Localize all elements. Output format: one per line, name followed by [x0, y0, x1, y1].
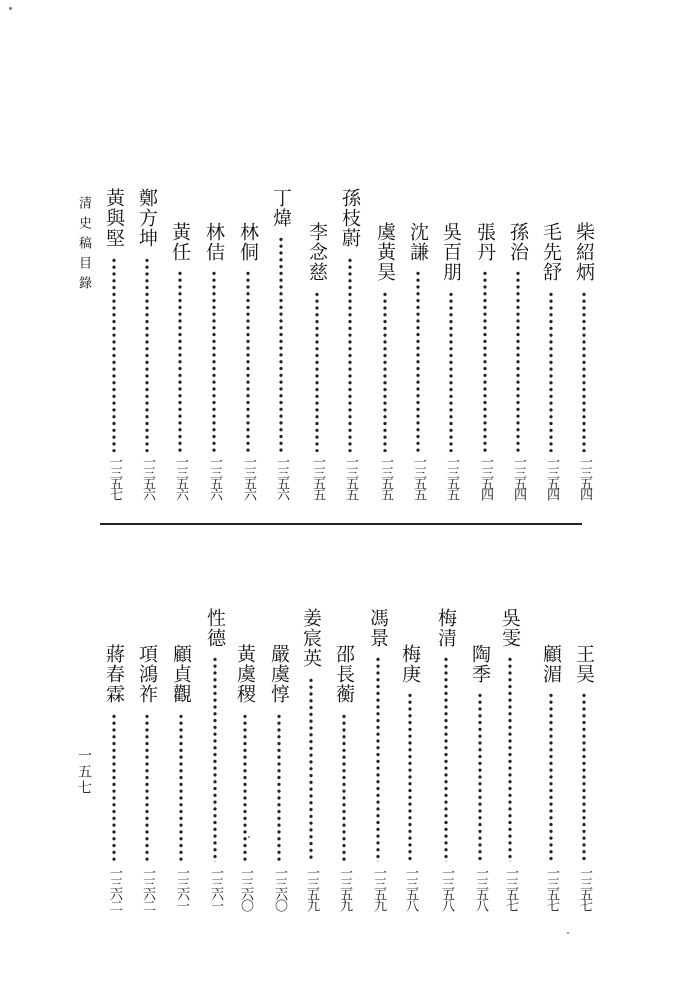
- entry-name: 性德: [204, 608, 226, 648]
- leader-dots: [111, 713, 117, 862]
- entry-page: 一三五八: [439, 866, 454, 910]
- entry-name: 柴紹炳: [573, 222, 595, 282]
- leader-dots: [548, 291, 554, 452]
- entry-page: 一三五六: [241, 455, 256, 499]
- entry-page: 一三五五: [310, 455, 325, 499]
- entry-name: 孫治: [507, 222, 529, 262]
- entry-name: 嚴虞惇: [268, 644, 290, 704]
- leader-dots: [507, 656, 513, 862]
- entry-name: 梅清: [435, 608, 457, 648]
- entry-name: 蔣春霖: [103, 644, 125, 704]
- entry-page: 一三五六: [140, 455, 155, 499]
- scan-speck: [9, 7, 12, 10]
- leader-dots: [242, 713, 248, 862]
- entry-name: 黃任: [169, 222, 191, 262]
- scan-speck: [567, 932, 569, 934]
- entry-name: 馮景: [367, 608, 389, 648]
- entry-name: 王昊: [573, 644, 595, 684]
- entry-page: 一三五五: [343, 455, 358, 499]
- leader-dots: [448, 291, 454, 452]
- leader-dots: [548, 692, 554, 862]
- leader-dots: [177, 270, 183, 452]
- entry-name: 梅庚: [399, 644, 421, 684]
- entry-name: 林侗: [237, 222, 259, 262]
- entry-name: 邵長蘅: [333, 644, 355, 704]
- leader-dots: [515, 270, 521, 452]
- leader-dots: [144, 257, 150, 452]
- entry-name: 姜宸英: [300, 608, 322, 668]
- leader-dots: [581, 291, 587, 452]
- leader-dots: [278, 236, 284, 452]
- leader-dots: [178, 713, 184, 862]
- entry-page: 一三五五: [444, 455, 459, 499]
- leader-dots: [111, 257, 117, 452]
- entry-page: 一三五四: [478, 455, 493, 499]
- entry-page: 一三五六: [207, 455, 222, 499]
- entry-name: 孫枝蔚: [339, 188, 361, 248]
- entry-name: 虞黃昊: [374, 222, 396, 282]
- entry-page: 一三五四: [511, 455, 526, 499]
- entry-page: 一三五七: [577, 866, 592, 910]
- entry-page: 一三六〇: [272, 866, 287, 910]
- entry-page: 一三五八: [473, 866, 488, 910]
- entry-name: 張丹: [474, 222, 496, 262]
- entry-name: 顧湄: [540, 644, 562, 684]
- entry-name: 林佶: [203, 222, 225, 262]
- entry-name: 沈謙: [407, 222, 429, 262]
- entry-name: 黃虞稷: [234, 644, 256, 704]
- entry-page: 一三五八: [403, 866, 418, 910]
- entry-name: 毛先舒: [540, 222, 562, 282]
- entry-name: 吳百朋: [440, 222, 462, 282]
- leader-dots: [308, 677, 314, 862]
- entry-name: 顧貞觀: [170, 644, 192, 704]
- leader-dots: [415, 270, 421, 452]
- entry-page: 一三五五: [378, 455, 393, 499]
- section-divider: [100, 523, 582, 525]
- entry-page: 一三五六: [274, 455, 289, 499]
- entry-name: 陶季: [469, 644, 491, 684]
- entry-page: 一三六二: [107, 866, 122, 910]
- entry-page: 一三五九: [337, 866, 352, 910]
- entry-name: 吳雯: [499, 608, 521, 648]
- entry-page: 一三五九: [304, 866, 319, 910]
- leader-dots: [581, 692, 587, 862]
- entry-page: 一三五四: [544, 455, 559, 499]
- book-title: 清史稿目錄: [76, 196, 91, 296]
- entry-page: 一三五七: [107, 455, 122, 499]
- entry-page: 一三五七: [544, 866, 559, 910]
- entry-page: 一三五五: [411, 455, 426, 499]
- leader-dots: [477, 692, 483, 862]
- page-number: 一五七: [76, 748, 92, 796]
- entry-name: 李念慈: [306, 222, 328, 282]
- scan-speck: [248, 836, 250, 838]
- entry-page: 一三五四: [577, 455, 592, 499]
- entry-page: 一三六一: [208, 866, 223, 910]
- entry-name: 項鴻祚: [136, 644, 158, 704]
- leader-dots: [375, 656, 381, 862]
- entry-page: 一三五七: [503, 866, 518, 910]
- leader-dots: [407, 692, 413, 862]
- leader-dots: [144, 713, 150, 862]
- entry-page: 一三五九: [371, 866, 386, 910]
- entry-page: 一三六一: [174, 866, 189, 910]
- leader-dots: [245, 270, 251, 452]
- entry-name: 黃與堅: [103, 188, 125, 248]
- leader-dots: [347, 257, 353, 452]
- entry-page: 一三六〇: [238, 866, 253, 910]
- leader-dots: [314, 291, 320, 452]
- leader-dots: [443, 656, 449, 862]
- leader-dots: [276, 713, 282, 862]
- leader-dots: [211, 270, 217, 452]
- leader-dots: [212, 656, 218, 862]
- leader-dots: [482, 270, 488, 452]
- entry-page: 一三五六: [173, 455, 188, 499]
- entry-name: 鄭方坤: [136, 188, 158, 248]
- leader-dots: [341, 713, 347, 862]
- entry-name: 丁煒: [270, 188, 292, 228]
- leader-dots: [382, 291, 388, 452]
- entry-page: 一三六二: [140, 866, 155, 910]
